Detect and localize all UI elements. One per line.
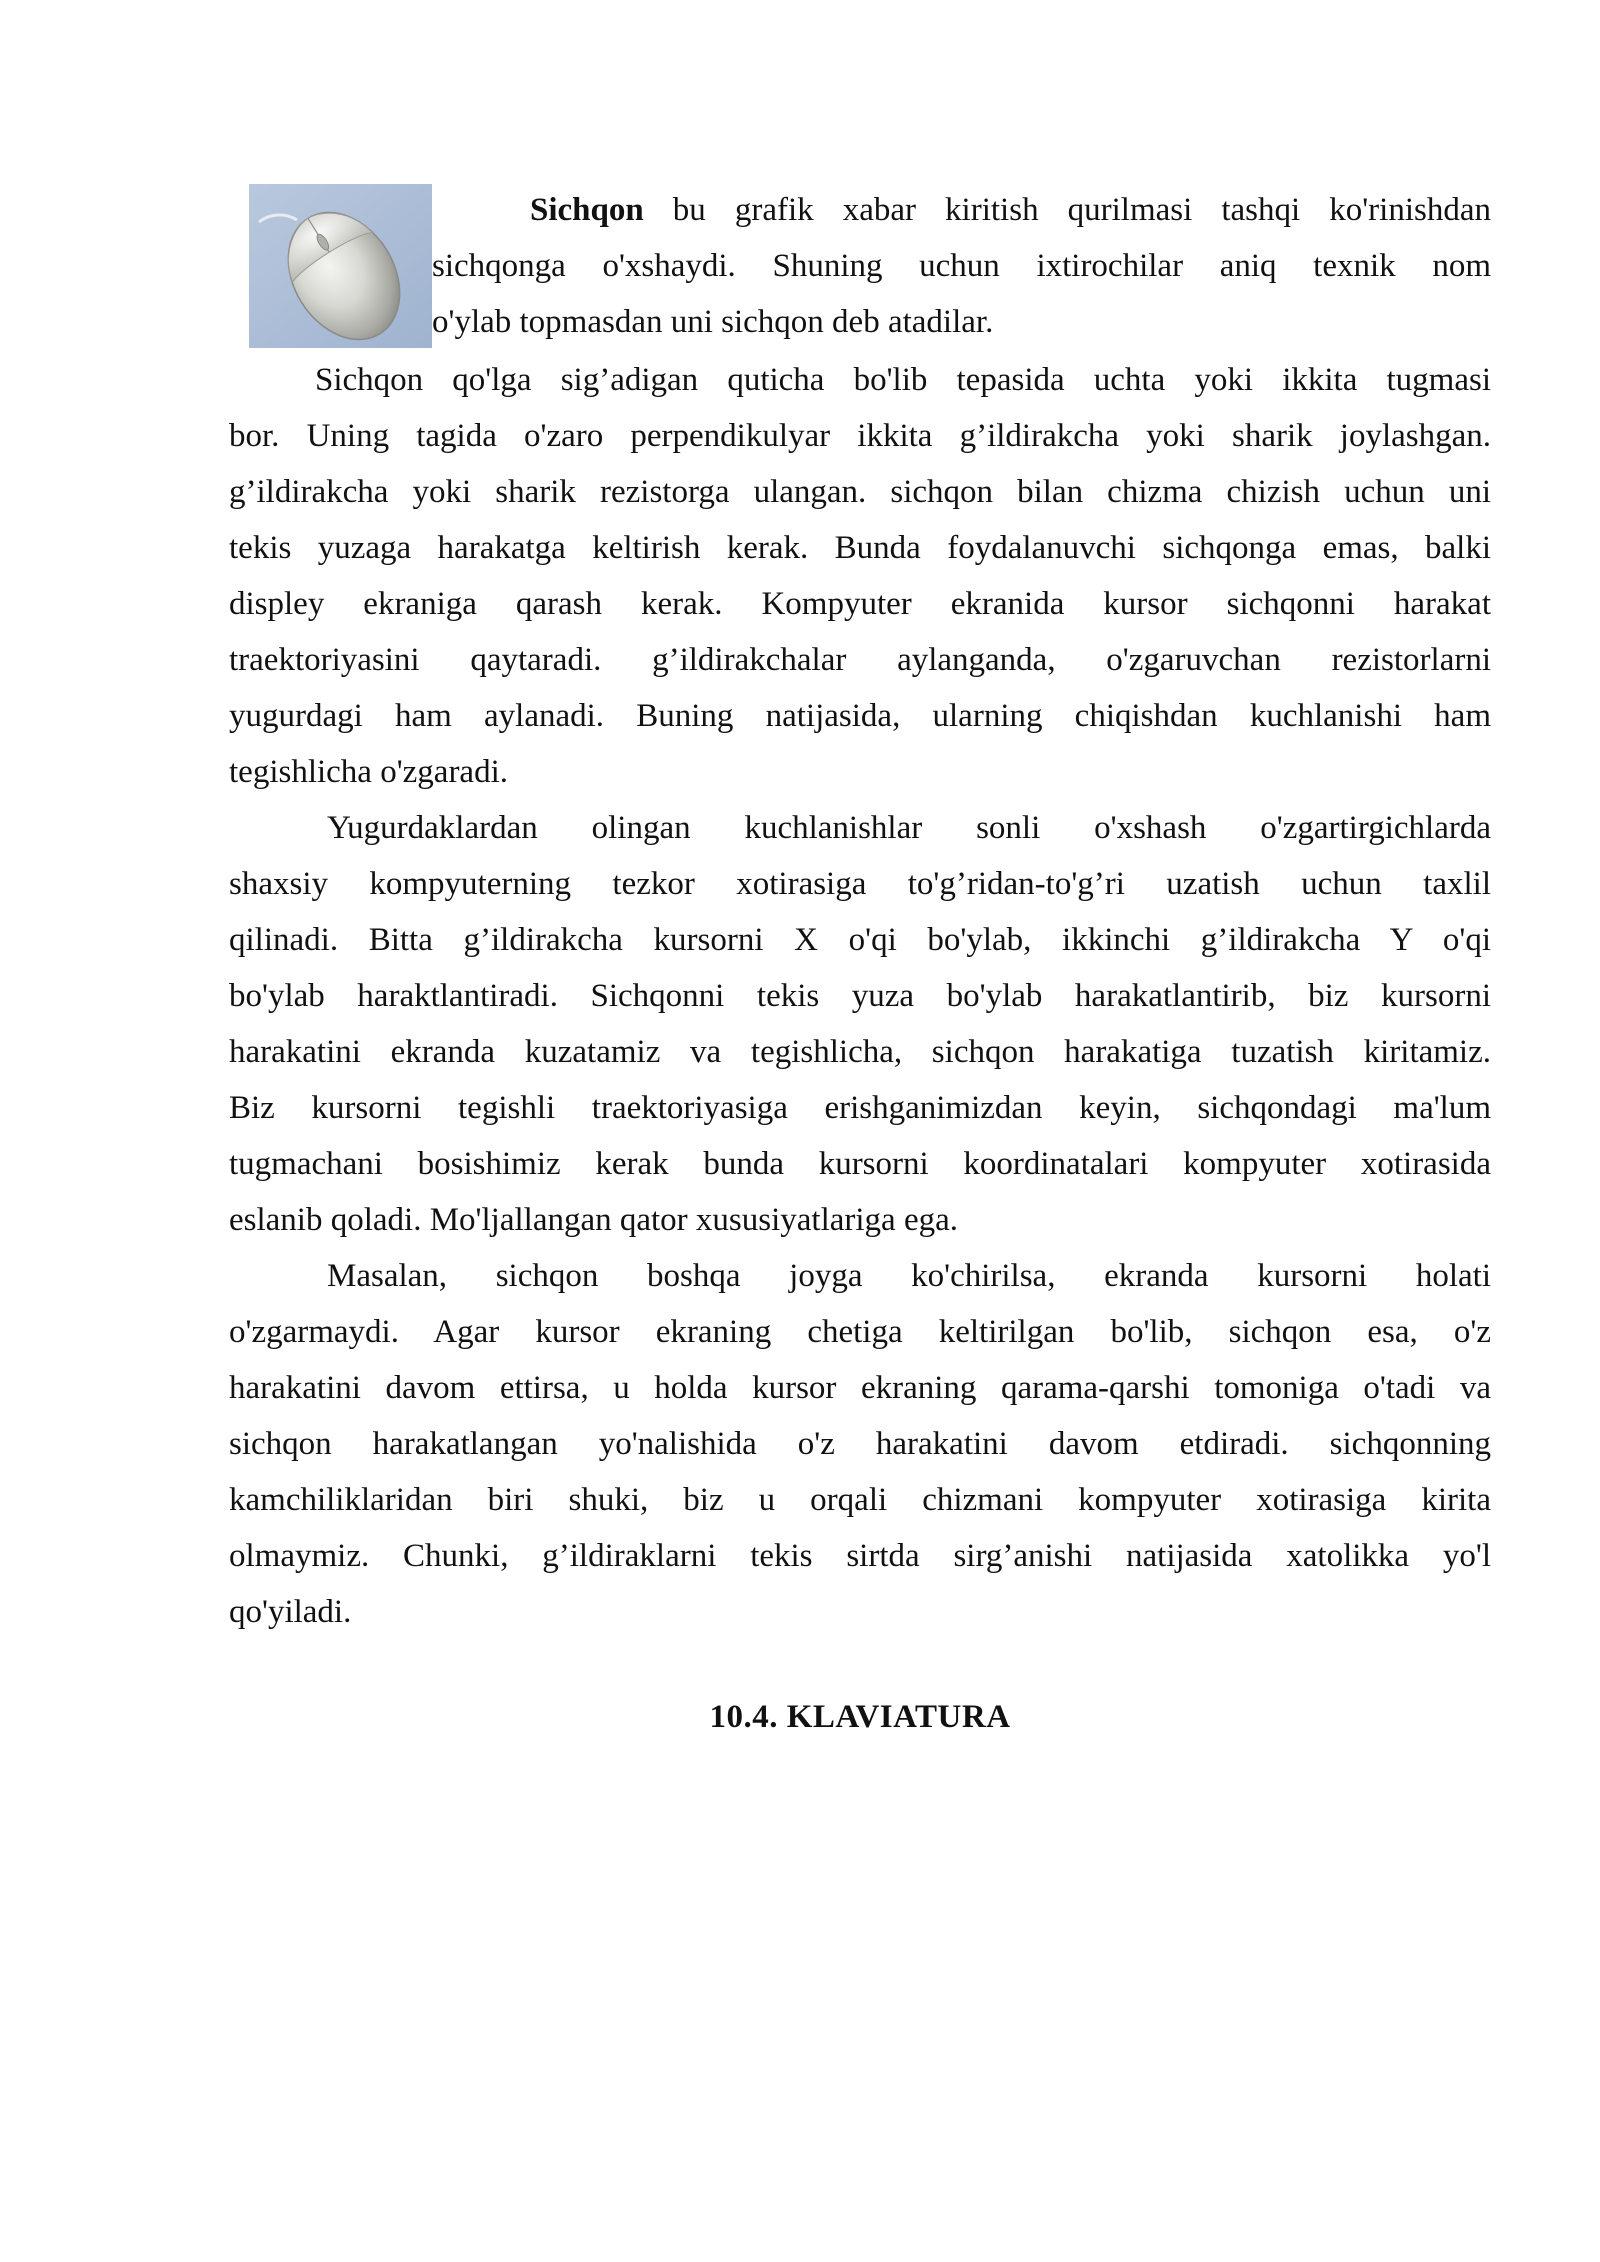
paragraph-line: displey ekraniga qarash kerak. Kompyuter ekranida kursor sichqonni harakat	[229, 586, 1491, 622]
paragraph-line: Biz kursorni tegishli traektoriyasiga erishganimizdan keyin, sichqondagi ma'lum	[229, 1090, 1491, 1126]
paragraph-line: bo'ylab haraktlantiradi. Sichqonni tekis yuza bo'ylab harakatlantirib, biz kursorni	[229, 978, 1491, 1014]
bold-term: Sichqon	[530, 192, 644, 228]
document-page	[229, 182, 1491, 1745]
paragraph-3	[229, 1248, 1491, 1640]
paragraph-line: qo'yiladi.	[229, 1594, 352, 1630]
paragraph-line: tugmachani bosishimiz kerak bunda kursorni koordinatalari kompyuter xotirasida	[229, 1146, 1491, 1182]
paragraph-line: eslanib qoladi. Mo'ljallangan qator xususiyatlariga ega.	[229, 1202, 958, 1238]
intro-block	[229, 182, 1491, 352]
paragraph-line: harakatini ekranda kuzatamiz va tegishlicha, sichqon harakatiga tuzatish kiritamiz.	[229, 1034, 1491, 1070]
paragraph-line: bor. Uning tagida o'zaro perpendikulyar ikkita g’ildirakcha yoki sharik joylashgan.	[229, 418, 1491, 454]
paragraph-line: tekis yuzaga harakatga keltirish kerak. Bunda foydalanuvchi sichqonga emas, balki	[229, 530, 1491, 566]
paragraph-line: qilinadi. Bitta g’ildirakcha kursorni X o'qi bo'ylab, ikkinchi g’ildirakcha Y o'qi	[229, 922, 1491, 958]
paragraph-line: shaxsiy kompyuterning tezkor xotirasiga to'g’ridan-to'g’ri uzatish uchun taxlil	[229, 866, 1491, 902]
intro-line-1-rest: bu grafik xabar kiritish qurilmasi tashqi ko'rinishdan	[643, 192, 1491, 228]
paragraph-line: Sichqon qo'lga sig’adigan quticha bo'lib tepasida uchta yoki ikkita tugmasi	[315, 362, 1491, 398]
paragraph-line: kamchiliklaridan biri shuki, biz u orqali chizmani kompyuter xotirasiga kirita	[229, 1482, 1491, 1518]
intro-text	[432, 182, 1491, 350]
paragraph-1	[229, 352, 1491, 800]
computer-mouse-image	[249, 184, 432, 348]
paragraph-line: Yugurdaklardan olingan kuchlanishlar sonli o'xshash o'zgartirgichlarda	[327, 810, 1491, 846]
paragraph-line: g’ildirakcha yoki sharik rezistorga ulangan. sichqon bilan chizma chizish uchun uni	[229, 474, 1491, 510]
section-heading: 10.4. KLAVIATURA	[709, 1699, 1011, 1735]
intro-line-1	[432, 182, 1491, 238]
paragraph-line: harakatini davom ettirsa, u holda kursor ekraning qarama-qarshi tomoniga o'tadi va	[229, 1370, 1491, 1406]
paragraph-line: yugurdagi ham aylanadi. Buning natijasida, ularning chiqishdan kuchlanishi ham	[229, 698, 1491, 734]
paragraph-line: olmaymiz. Chunki, g’ildiraklarni tekis sirtda sirg’anishi natijasida xatolikka yo'l	[229, 1538, 1491, 1574]
paragraph-line: sichqon harakatlangan yo'nalishida o'z harakatini davom etdiradi. sichqonning	[229, 1426, 1491, 1462]
intro-line-2: sichqonga o'xshaydi. Shuning uchun ixtirochilar aniq texnik nom	[432, 248, 1491, 284]
paragraph-line: tegishlicha o'zgaradi.	[229, 754, 509, 790]
paragraph-2	[229, 800, 1491, 1248]
paragraph-line: traektoriyasini qaytaradi. g’ildirakchalar aylanganda, o'zgaruvchan rezistorlarni	[229, 642, 1491, 678]
paragraph-line: Masalan, sichqon boshqa joyga ko'chirilsa, ekranda kursorni holati	[327, 1258, 1491, 1294]
intro-line-3: o'ylab topmasdan uni sichqon deb atadilar.	[432, 304, 994, 340]
paragraph-line: o'zgarmaydi. Agar kursor ekraning chetiga keltirilgan bo'lib, sichqon esa, o'z	[229, 1314, 1491, 1350]
